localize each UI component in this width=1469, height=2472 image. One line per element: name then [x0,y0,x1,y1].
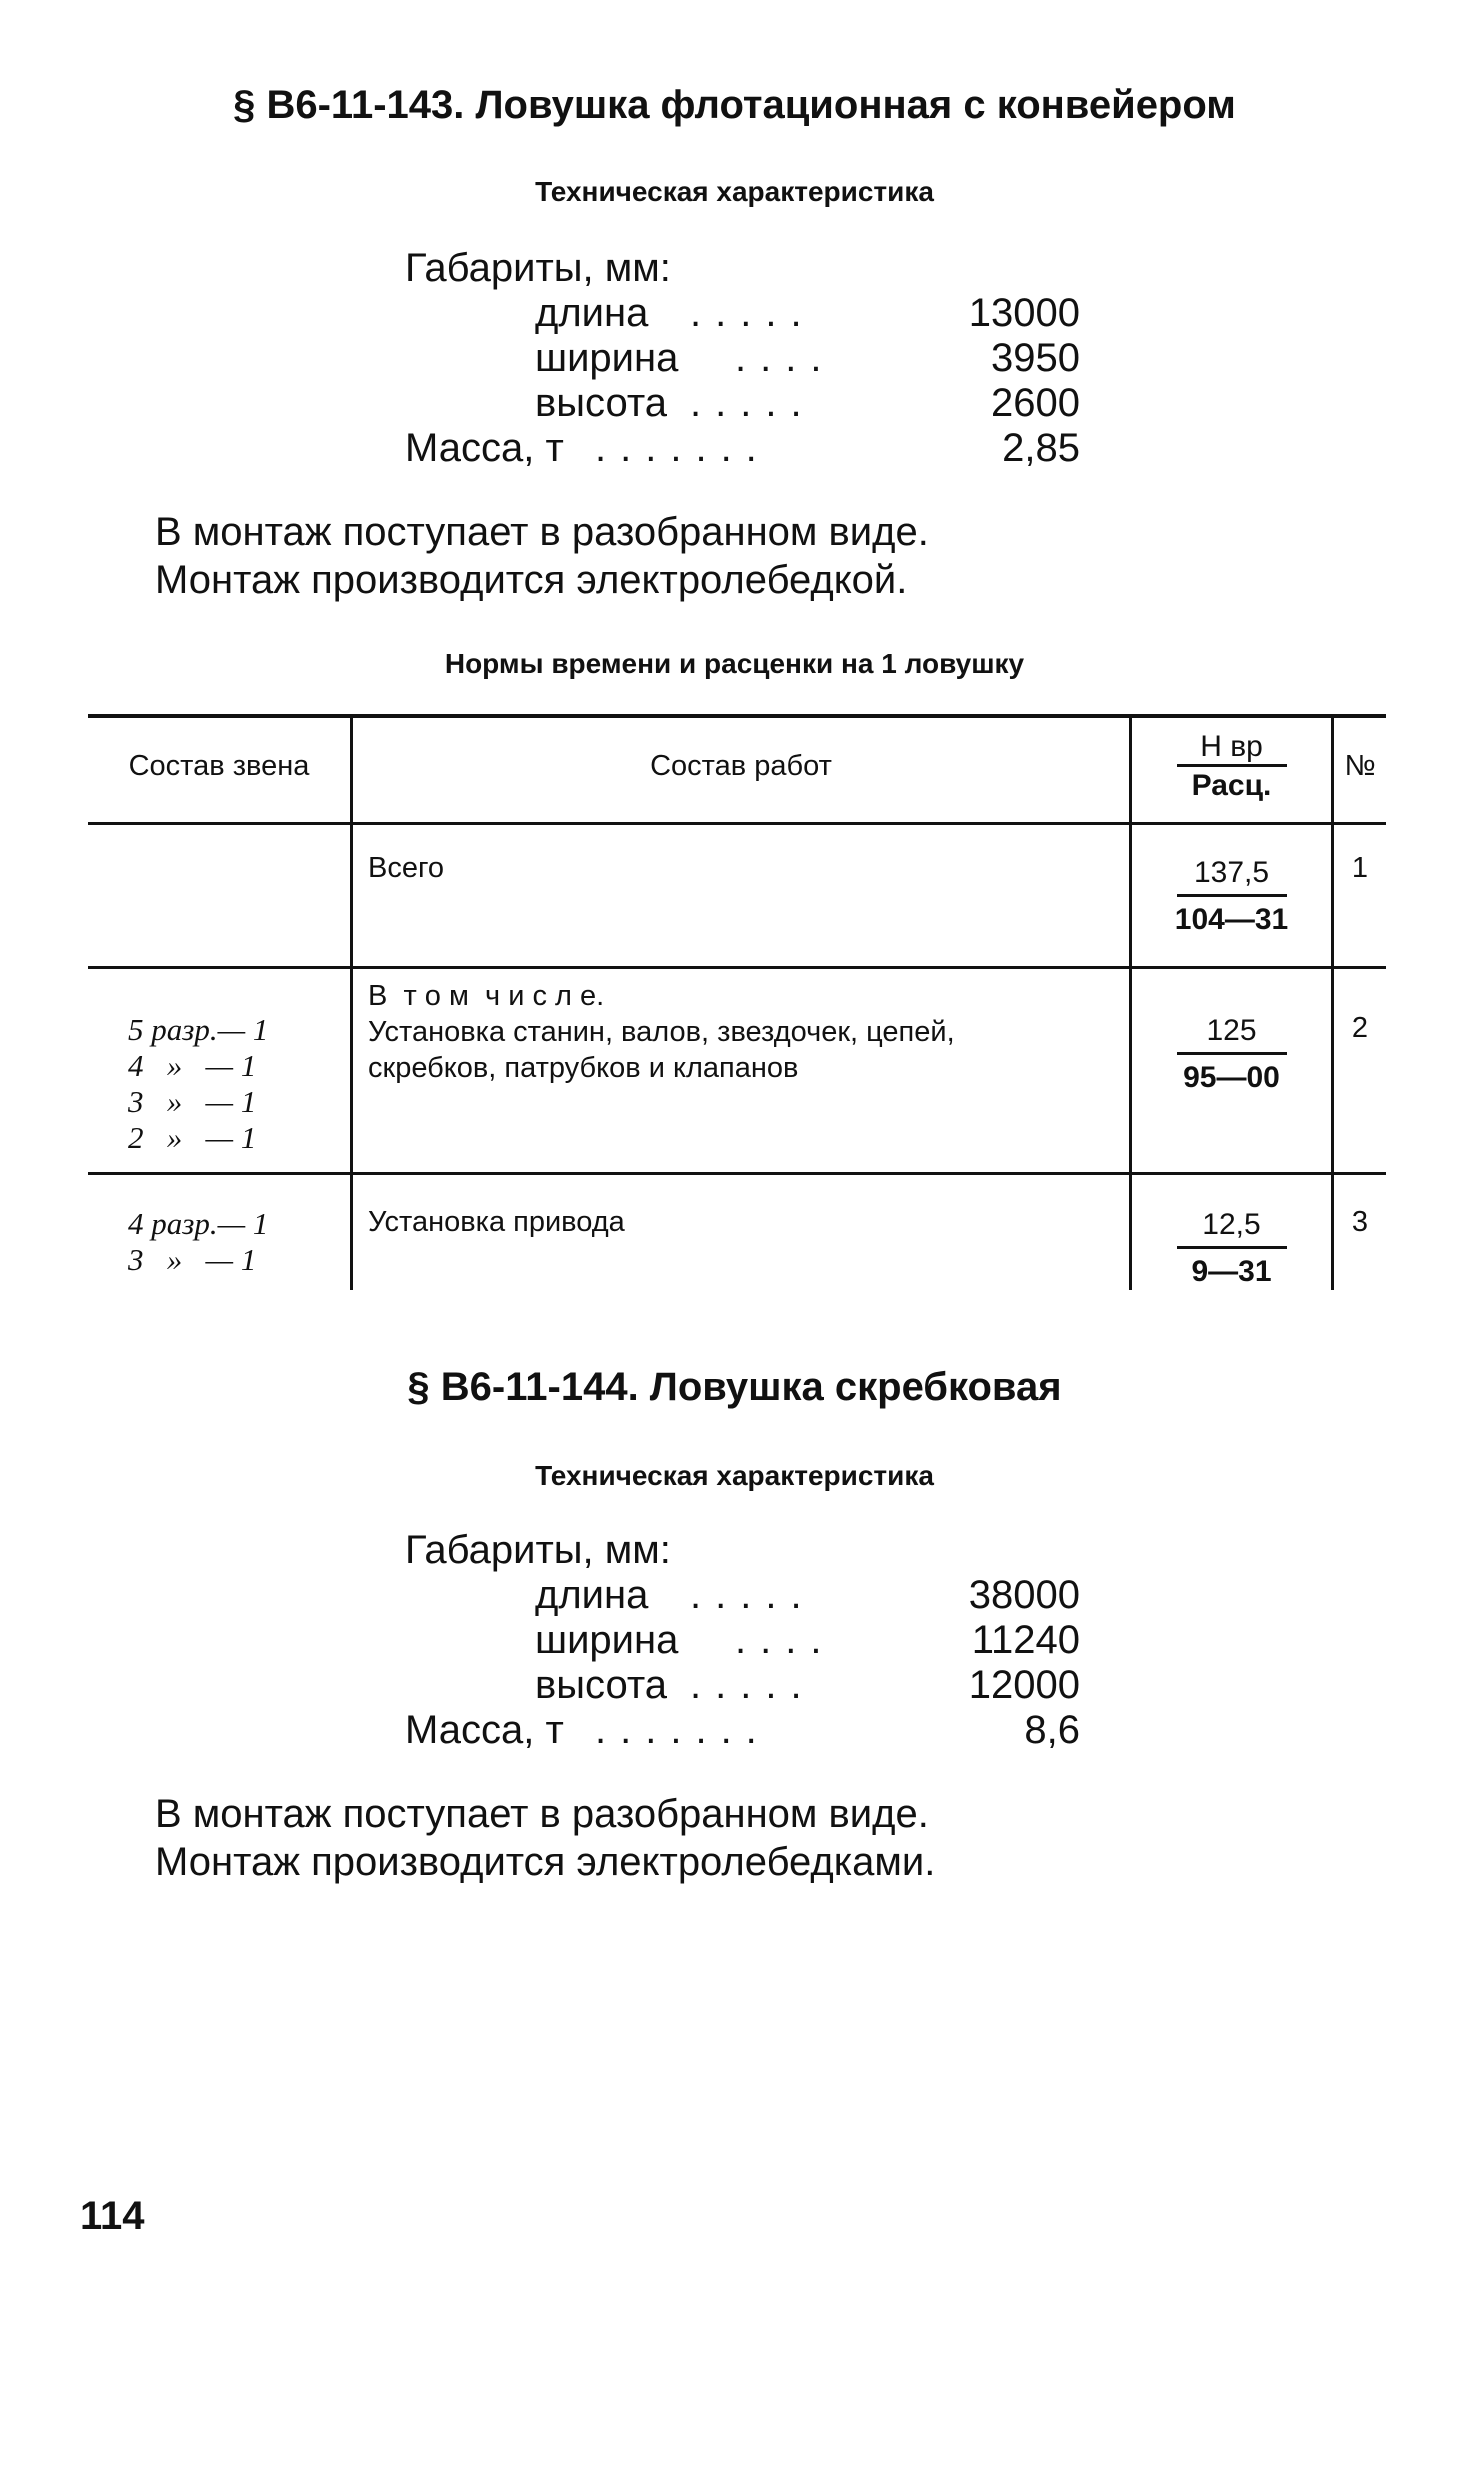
fraction-bar [1177,764,1287,767]
section-1-subtitle: Техническая характеристика [535,176,934,207]
section-2-title: § В6-11-144. Ловушка скребковая [407,1365,1062,1409]
norm-value: 125 [1206,1014,1257,1047]
spec-value: 3950 [991,336,1080,380]
spec-row [405,1573,1080,1618]
norm-value: 12,5 [1202,1208,1261,1241]
table-rule [350,714,353,1290]
section-2-subtitle: Техническая характеристика [535,1460,934,1491]
spec-value: 8,6 [1024,1708,1080,1752]
note-line: Монтаж производится электролебедкой. [155,558,908,602]
spec-row [405,336,1080,381]
dimensions-label: Габариты, мм: [405,1528,671,1572]
spec-label: Масса, т [405,1708,564,1752]
note-line: Монтаж производится электролебедками. [155,1840,936,1884]
work-line: Установка станин, валов, звездочек, цепей, [368,1016,955,1048]
fraction-bar [1177,1246,1287,1249]
section-1-specs [405,246,1080,471]
leader-dots: ....... [595,1708,771,1752]
crew-line: 2 » — 1 [128,1120,257,1155]
spec-row-mass [405,1708,1080,1753]
leader-dots: .... [735,336,836,380]
spec-value: 12000 [968,1663,1080,1707]
spec-row [405,1618,1080,1663]
spec-value: 13000 [968,291,1080,335]
table-rule [88,822,1386,825]
norms-table [88,714,1386,1290]
spec-value: 2,85 [1002,426,1080,470]
work-text [368,978,1118,1086]
leader-dots: .... [735,1618,836,1662]
leader-dots: ..... [690,291,816,335]
spec-value: 11240 [971,1618,1080,1662]
leader-dots: ..... [690,1573,816,1617]
work-line: скребков, патрубков и клапанов [368,1052,799,1084]
norm-fraction [1132,1208,1331,1289]
spec-row [405,381,1080,426]
crew-line: 3 » — 1 [128,1084,257,1119]
crew-line: 5 разр.— 1 [128,1012,269,1047]
spec-value: 2600 [991,381,1080,425]
price-value: 104—31 [1174,903,1289,936]
spec-label: высота [535,1663,667,1707]
section-2-notes [155,1790,1355,1886]
row-number: 3 [1351,1206,1369,1238]
leader-dots: ....... [595,426,771,470]
spec-row [405,1663,1080,1708]
spec-label: Масса, т [405,426,564,470]
table-rule [88,714,1386,718]
table-rule [88,966,1386,969]
row-number: 1 [1351,852,1369,884]
spec-row-mass [405,426,1080,471]
note-line: В монтаж поступает в разобранном виде. [155,1792,929,1836]
table-title: Нормы времени и расценки на 1 ловушку [444,648,1025,679]
crew-line: 3 » — 1 [128,1242,257,1277]
header-norm-fraction [1132,730,1331,803]
work-text: Установка привода [368,1206,625,1238]
leader-dots: ..... [690,1663,816,1707]
crew-list [128,1012,268,1156]
table-rule [88,1172,1386,1175]
fraction-bar [1177,894,1287,897]
leader-dots: ..... [690,381,816,425]
spec-label: длина [535,1573,649,1617]
header-crew: Состав звена [128,750,310,782]
spec-label: ширина [535,1618,679,1662]
note-line: В монтаж поступает в разобранном виде. [155,510,929,554]
header-number: № [1344,750,1376,782]
spec-value: 38000 [968,1573,1080,1617]
spec-label: ширина [535,336,679,380]
crew-list [128,1206,268,1278]
norm-fraction [1132,856,1331,937]
spec-label: высота [535,381,667,425]
section-2-specs [405,1528,1080,1753]
norm-fraction [1132,1014,1331,1095]
section-1-notes [155,508,1355,604]
crew-line: 4 » — 1 [128,1048,257,1083]
page-number: 114 [80,2194,145,2238]
header-price: Расц. [1191,769,1272,802]
row-number: 2 [1351,1012,1369,1044]
norm-value: 137,5 [1193,856,1270,889]
work-text: Всего [368,852,445,884]
price-value: 9—31 [1191,1255,1272,1288]
spec-row [405,291,1080,336]
section-1-title: § В6-11-143. Ловушка флотационная с конвейером [233,83,1236,127]
header-work: Состав работ [650,750,832,782]
crew-line: 4 разр.— 1 [128,1206,269,1241]
dimensions-label: Габариты, мм: [405,246,671,290]
work-line: В т о м ч и с л е. [368,980,605,1012]
header-norm: Н вр [1200,730,1263,763]
price-value: 95—00 [1183,1061,1280,1094]
fraction-bar [1177,1052,1287,1055]
spec-label: длина [535,291,649,335]
